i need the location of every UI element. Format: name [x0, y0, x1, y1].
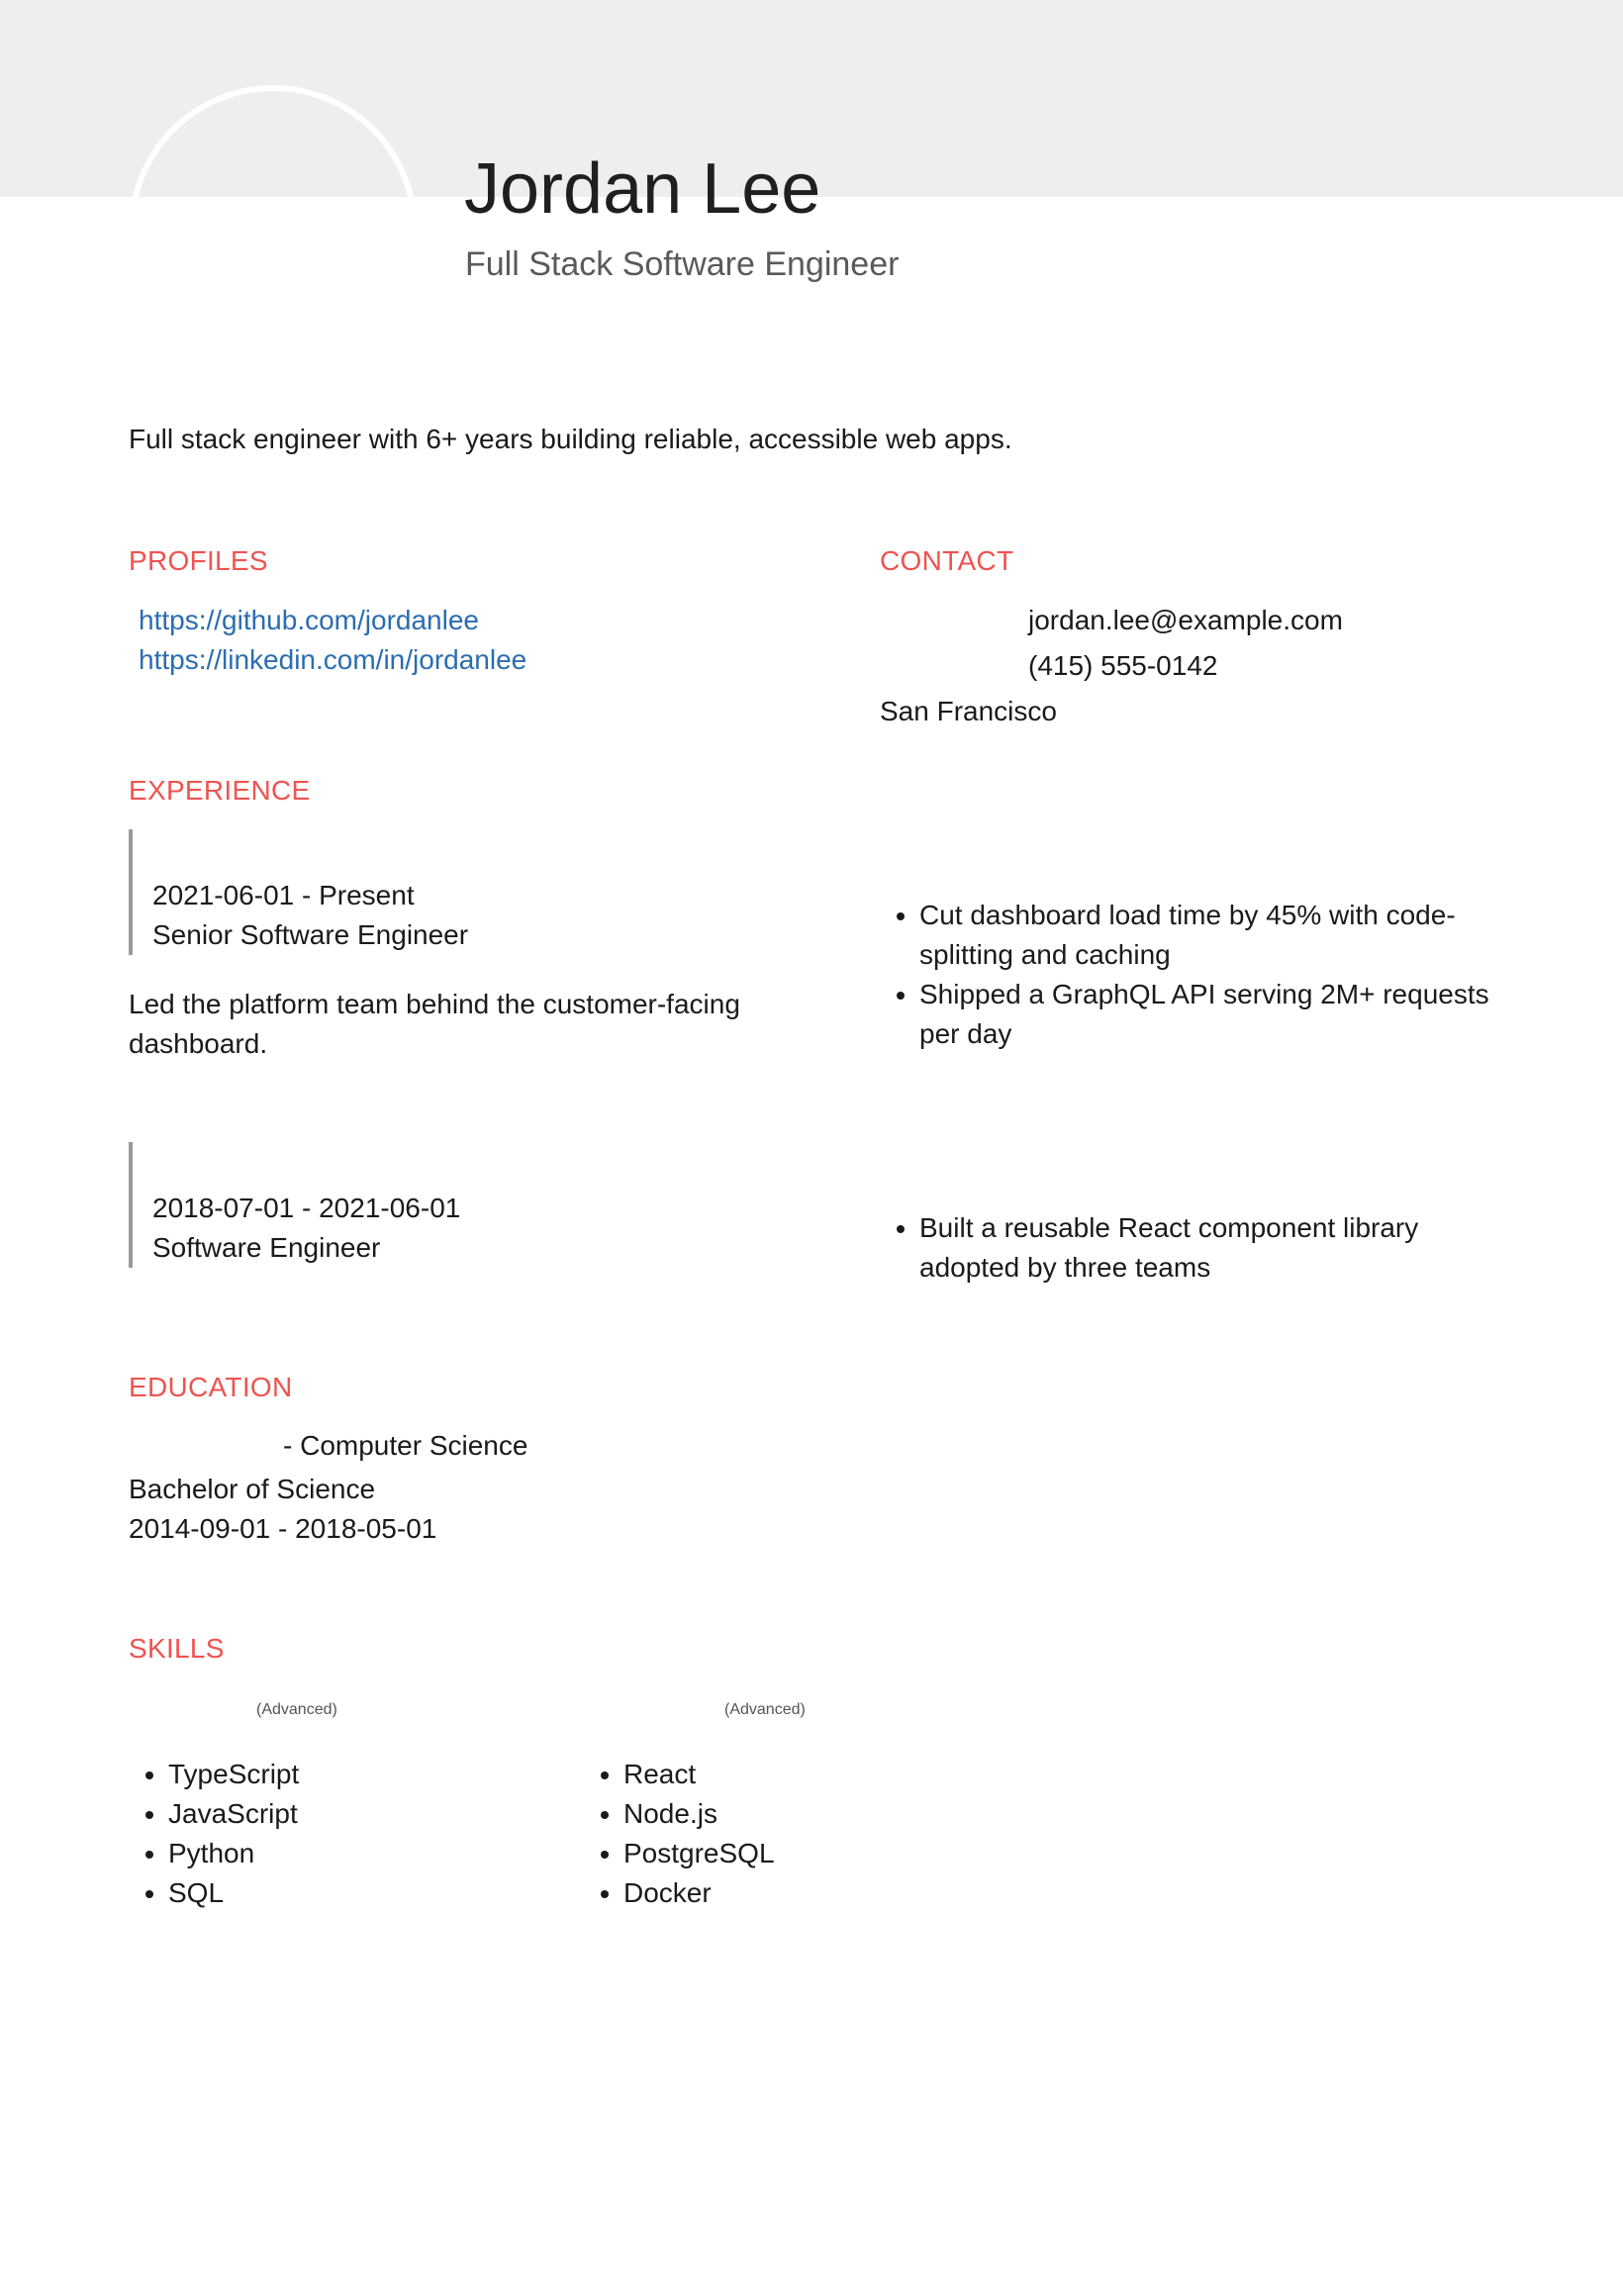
candidate-name: Jordan Lee	[464, 149, 821, 229]
highlight-line: per day	[919, 1018, 1012, 1049]
contact-phone: (415) 555-0142	[1028, 650, 1218, 681]
avatar	[129, 85, 418, 374]
github-link[interactable]: https://github.com/jordanlee	[139, 605, 479, 635]
job-1-description-line-2: dashboard.	[129, 1028, 268, 1059]
skill-item: • React	[623, 1755, 775, 1794]
skill-item: • PostgreSQL	[623, 1834, 775, 1873]
skill-group-1-level: (Advanced)	[256, 1701, 337, 1718]
skill-item: • SQL	[168, 1873, 299, 1913]
skill-group-2-list	[584, 1755, 775, 1913]
job-title: Full Stack Software Engineer	[465, 245, 900, 283]
skill-item: • Docker	[623, 1873, 775, 1913]
highlight-item	[919, 975, 1563, 1054]
summary-text: Full stack engineer with 6+ years building reliable, accessible web apps.	[129, 424, 1012, 454]
job-1-dates: 2021-06-01 - Present	[152, 880, 415, 910]
highlight-line: Cut dashboard load time by 45% with code-	[919, 900, 1456, 930]
job-1-description-line-1: Led the platform team behind the customer-facing	[129, 989, 740, 1019]
skill-item: • TypeScript	[168, 1755, 299, 1794]
skill-group-1-list	[129, 1755, 299, 1913]
skill-group-2-level: (Advanced)	[724, 1701, 806, 1718]
skill-item: • Python	[168, 1834, 299, 1873]
job-2-bar	[129, 1142, 133, 1268]
highlight-item	[919, 1208, 1563, 1288]
experience-heading: EXPERIENCE	[129, 775, 311, 806]
profiles-heading: PROFILES	[129, 545, 268, 576]
job-2-position: Software Engineer	[152, 1232, 381, 1263]
highlight-line: Built a reusable React component library	[919, 1212, 1419, 1243]
education-dates: 2014-09-01 - 2018-05-01	[129, 1513, 437, 1544]
education-degree: Bachelor of Science	[129, 1474, 376, 1504]
linkedin-link[interactable]: https://linkedin.com/in/jordanlee	[139, 644, 527, 675]
skills-heading: SKILLS	[129, 1633, 225, 1664]
education-heading: EDUCATION	[129, 1372, 293, 1402]
education-area: - Computer Science	[283, 1430, 528, 1461]
skill-item: • Node.js	[623, 1794, 775, 1834]
job-1-highlights	[880, 896, 1563, 1054]
highlight-line: splitting and caching	[919, 939, 1171, 970]
profile-link-github[interactable]	[139, 601, 479, 640]
contact-location: San Francisco	[880, 696, 1057, 726]
highlight-item	[919, 896, 1563, 975]
job-2-dates: 2018-07-01 - 2021-06-01	[152, 1193, 461, 1223]
highlight-line: adopted by three teams	[919, 1252, 1211, 1283]
contact-email: jordan.lee@example.com	[1028, 605, 1343, 635]
job-2-highlights	[880, 1208, 1563, 1288]
job-1-bar	[129, 829, 133, 955]
job-1-position: Senior Software Engineer	[152, 919, 469, 950]
contact-heading: CONTACT	[880, 545, 1014, 576]
skill-item: • JavaScript	[168, 1794, 299, 1834]
highlight-line: Shipped a GraphQL API serving 2M+ requests	[919, 979, 1489, 1009]
profile-link-linkedin[interactable]	[139, 640, 526, 680]
